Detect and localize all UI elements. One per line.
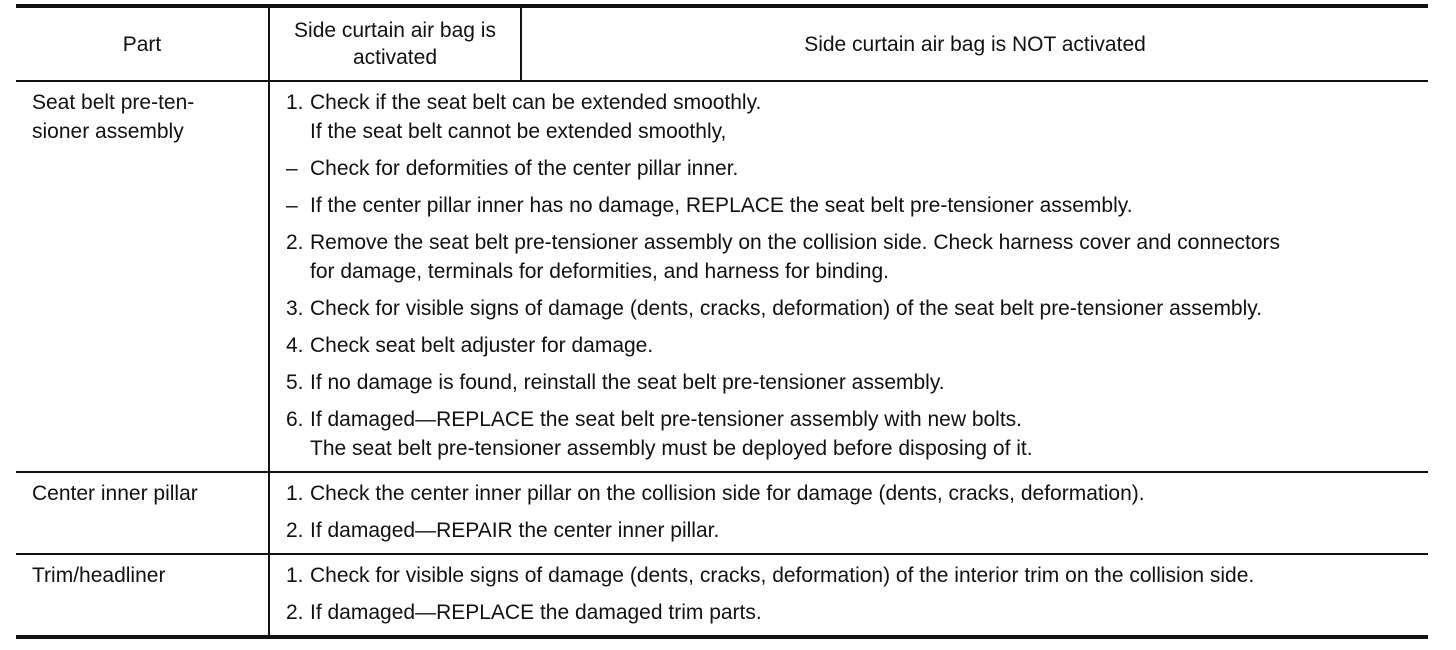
- step-number: 4.: [286, 334, 304, 357]
- step-number: 5.: [286, 371, 304, 394]
- step-number: 1.: [286, 482, 304, 505]
- step-number: 1.: [286, 91, 304, 114]
- header-not-activated: Side curtain air bag is NOT activated: [520, 8, 1428, 80]
- step-text: [310, 561, 1428, 590]
- step-text-line: Check for visible signs of damage (dents, cracks, deformation) of the seat belt pre-tensioner assembly.: [310, 297, 1263, 320]
- step-text-line: If damaged—REPLACE the damaged trim parts.: [310, 601, 762, 624]
- step-item: [286, 405, 1428, 463]
- steps-cell: [268, 82, 1428, 471]
- part-name-line: Seat belt pre-ten-: [32, 91, 195, 114]
- step-text-line: Remove the seat belt pre-tensioner assembly on the collision side. Check harness cover and connectors: [310, 231, 1281, 254]
- step-text: [310, 228, 1428, 286]
- table-header: [16, 8, 1428, 82]
- step-text: [310, 368, 1428, 397]
- step-text: [310, 154, 1428, 183]
- step-number: 2.: [286, 601, 304, 624]
- step-text-line: Check for deformities of the center pillar inner.: [310, 157, 739, 180]
- step-item: [286, 368, 1428, 397]
- step-number: 1.: [286, 564, 304, 587]
- step-text: [310, 598, 1428, 627]
- step-text-line: Check the center inner pillar on the collision side for damage (dents, cracks, deformation).: [310, 482, 1145, 505]
- step-text-line: If damaged—REPLACE the seat belt pre-tensioner assembly with new bolts.: [310, 408, 1023, 431]
- part-name-line: Center inner pillar: [32, 482, 198, 505]
- step-text-line: Check for visible signs of damage (dents, cracks, deformation) of the interior trim on the collision side.: [310, 564, 1255, 587]
- step-number: –: [286, 194, 298, 217]
- step-item: [286, 479, 1428, 508]
- step-item: [286, 561, 1428, 590]
- inspection-table: [16, 4, 1428, 639]
- header-activated: [268, 8, 520, 80]
- step-item: [286, 516, 1428, 545]
- step-text: [310, 294, 1428, 323]
- step-text: [310, 88, 1428, 146]
- step-text-line: for damage, terminals for deformities, and harness for binding.: [310, 260, 889, 283]
- table-row: [16, 82, 1428, 473]
- step-text: [310, 331, 1428, 360]
- table-row: [16, 473, 1428, 555]
- step-number: 2.: [286, 519, 304, 542]
- part-cell: [16, 82, 268, 471]
- step-text-line: If the seat belt cannot be extended smoothly,: [310, 120, 727, 143]
- step-number: 3.: [286, 297, 304, 320]
- step-text: [310, 405, 1428, 463]
- table-body: [16, 82, 1428, 635]
- step-number: 2.: [286, 231, 304, 254]
- header-activated-line1: Side curtain air bag is: [294, 19, 496, 42]
- step-text-line: If damaged—REPAIR the center inner pillar.: [310, 519, 720, 542]
- step-number: –: [286, 157, 298, 180]
- step-text-line: The seat belt pre-tensioner assembly must be deployed before disposing of it.: [310, 437, 1033, 460]
- step-text-line: Check seat belt adjuster for damage.: [310, 334, 654, 357]
- header-part: Part: [122, 32, 162, 56]
- steps-cell: [268, 555, 1428, 635]
- part-name-line: sioner assembly: [32, 120, 184, 143]
- steps-cell: [268, 473, 1428, 553]
- step-text-line: Check if the seat belt can be extended smoothly.: [310, 91, 762, 114]
- table-row: [16, 555, 1428, 635]
- step-item: [286, 191, 1428, 220]
- part-cell: [16, 473, 268, 553]
- step-text: [310, 479, 1428, 508]
- part-cell: [16, 555, 268, 635]
- step-number: 6.: [286, 408, 304, 431]
- step-item: [286, 154, 1428, 183]
- part-name-line: Trim/headliner: [32, 564, 166, 587]
- step-item: [286, 228, 1428, 286]
- step-text: [310, 191, 1428, 220]
- step-text-line: If no damage is found, reinstall the seat belt pre-tensioner assembly.: [310, 371, 945, 394]
- step-item: [286, 294, 1428, 323]
- step-item: [286, 331, 1428, 360]
- step-item: [286, 88, 1428, 146]
- header-activated-line2: activated: [352, 46, 438, 69]
- step-text-line: If the center pillar inner has no damage, REPLACE the seat belt pre-tensioner assembly.: [310, 194, 1133, 217]
- step-item: [286, 598, 1428, 627]
- step-text: [310, 516, 1428, 545]
